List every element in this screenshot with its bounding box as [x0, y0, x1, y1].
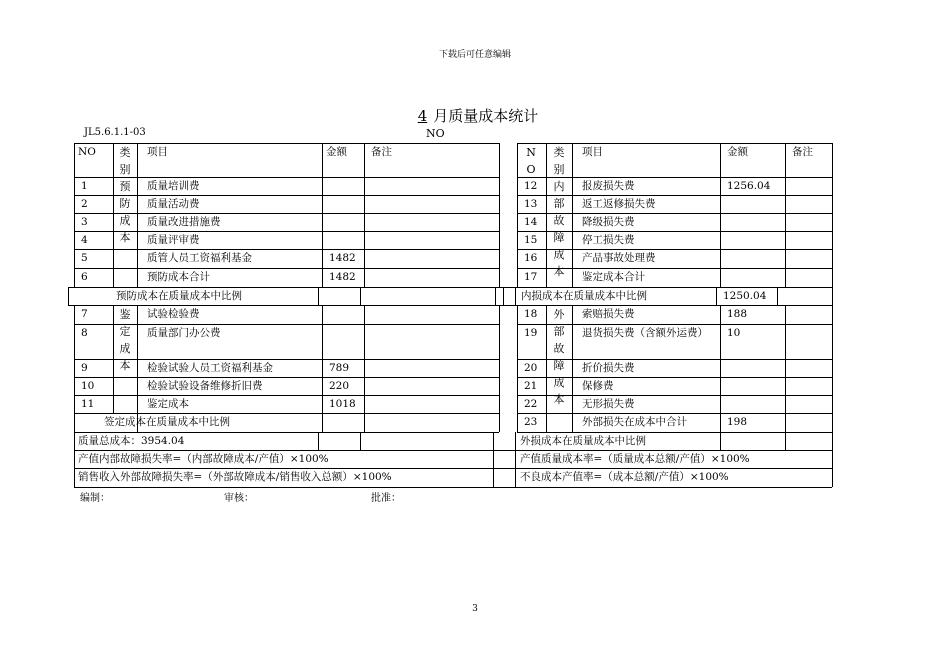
left-row-no: 7	[81, 308, 88, 320]
left-row-amount	[325, 195, 363, 213]
quality-cost-rate: 产值质量成本率=（质量成本总额/产值）×100%	[520, 453, 750, 465]
table-grid-line	[503, 287, 504, 305]
left-row-no: 5	[81, 252, 88, 264]
table-grid-line	[318, 432, 319, 450]
left-row-amount	[325, 231, 363, 249]
left-row-no: 3	[81, 216, 88, 228]
table-grid-line	[546, 305, 547, 432]
left-row-amount	[325, 305, 363, 323]
table-grid-line	[493, 432, 494, 487]
table-grid-line	[499, 143, 500, 287]
table-grid-line	[777, 287, 778, 305]
reviewer-label: 审核：	[224, 493, 254, 504]
right-row-no: 16	[524, 252, 538, 264]
internal-ratio-value: 1250.04	[723, 290, 767, 302]
left-row-no: 10	[81, 380, 95, 392]
internal-failure-rate: 产值内部故障损失率=（内部故障成本/产值）×100%	[78, 453, 329, 465]
left-row-no: 2	[81, 198, 88, 210]
table-grid-line	[318, 287, 319, 305]
right-row-no: 22	[524, 398, 538, 410]
right-row-amount: 10	[727, 327, 741, 339]
right-row-amount	[723, 268, 784, 286]
left-row-no: 8	[81, 327, 88, 339]
right-row-amount: 198	[727, 416, 748, 428]
appraisal-ratio-label: 签定成本在质量成本中比例	[104, 416, 230, 428]
page-number: 3	[472, 604, 478, 614]
right-row-item: 降级损失费	[582, 216, 635, 228]
left-row-item: 质量部门办公费	[147, 327, 221, 339]
right-row-item: 无形损失费	[582, 398, 635, 410]
left-row-item: 质量活动费	[147, 198, 200, 210]
table-grid-line	[832, 432, 833, 487]
table-grid-line	[517, 305, 518, 432]
external-ratio-label: 外损成本在质量成本中比例	[520, 435, 646, 447]
left-row-item: 预防成本合计	[147, 271, 210, 283]
left-row-no: 6	[81, 271, 88, 283]
prevention-ratio-label: 预防成本在质量成本中比例	[116, 290, 242, 302]
title-month: 4	[417, 107, 428, 125]
right-row-no: 17	[524, 271, 538, 283]
defect-cost-rate: 不良成本产值率=（成本总额/产值）×100%	[520, 471, 729, 483]
external-failure-rate: 销售收入外部故障损失率=（外部故障成本/销售收入总额）×100%	[78, 471, 392, 483]
header-category-right: 类别	[553, 146, 565, 176]
table-grid-line	[68, 287, 69, 305]
left-row-amount: 1018	[329, 398, 356, 410]
table-grid-line	[720, 432, 721, 450]
left-row-amount: 1482	[329, 252, 356, 264]
table-grid-line	[572, 143, 573, 287]
left-row-no: 4	[81, 234, 88, 246]
table-grid-line	[832, 287, 833, 305]
right-row-item: 鉴定成本合计	[582, 271, 645, 283]
left-row-amount	[325, 324, 363, 342]
right-row-no: 14	[524, 216, 538, 228]
left-row-no: 11	[81, 398, 95, 410]
table-grid-line	[364, 305, 365, 432]
approver-label: 批准：	[371, 493, 401, 504]
left-row-item: 质管人员工资福利基金	[147, 252, 252, 264]
left-row-amount: 789	[329, 362, 350, 374]
right-row-amount	[723, 231, 784, 249]
category-prevention: 预防成本	[119, 180, 131, 244]
doc-no-label: NO	[426, 127, 445, 140]
header-amount: 金额	[326, 146, 347, 158]
header-no-right-2: O	[526, 163, 536, 176]
left-row-amount	[325, 177, 363, 195]
right-row-item: 退货损失费（含额外运费）	[582, 327, 708, 339]
left-row-item: 质量改进措施费	[147, 216, 221, 228]
right-row-no: 21	[524, 380, 538, 392]
table-grid-line	[720, 305, 721, 432]
header-item: 项目	[147, 146, 168, 158]
title-text: 月质量成本统计	[433, 107, 539, 125]
table-grid-line	[360, 287, 361, 305]
right-row-item: 停工损失费	[582, 234, 635, 246]
table-grid-line	[832, 143, 833, 287]
total-quality-cost: 质量总成本：3954.04	[78, 435, 185, 447]
left-row-item: 试验检验费	[147, 308, 200, 320]
right-row-item: 保修费	[582, 380, 614, 392]
right-row-item: 报废损失费	[582, 180, 635, 192]
table-grid-line	[572, 305, 573, 432]
page-title	[0, 105, 950, 126]
right-row-amount: 1256.04	[727, 180, 771, 192]
table-grid-line	[785, 143, 786, 287]
header-amount-right: 金额	[727, 146, 748, 158]
header-item-right: 项目	[582, 146, 603, 158]
table-grid-line	[515, 287, 516, 305]
right-row-no: 15	[524, 234, 538, 246]
header-remark-right: 备注	[792, 146, 813, 158]
table-grid-line	[785, 305, 786, 432]
left-row-item: 质量培训费	[147, 180, 200, 192]
right-row-amount	[723, 377, 784, 395]
table-grid-line	[546, 143, 547, 287]
category-internal: 内部故障成本	[553, 180, 565, 278]
table-grid-line	[720, 143, 721, 287]
header-remark: 备注	[371, 146, 392, 158]
table-grid-line	[832, 305, 833, 432]
table-grid-line	[495, 287, 496, 305]
table-grid-line	[113, 143, 114, 287]
right-row-no: 20	[524, 362, 538, 374]
table-grid-line	[74, 143, 75, 287]
right-row-amount	[723, 359, 784, 377]
header-note: 下载后可任意编辑	[438, 50, 511, 60]
right-row-item: 折价损失费	[582, 362, 635, 374]
right-row-no: 12	[524, 180, 538, 192]
table-grid-line	[360, 432, 361, 450]
header-category: 类别	[119, 146, 131, 176]
right-row-no: 23	[524, 416, 538, 428]
table-grid-line	[364, 143, 365, 287]
table-grid-line	[74, 305, 75, 432]
left-row-no: 9	[81, 362, 88, 374]
table-grid-line	[517, 143, 518, 287]
editor-label: 编制：	[80, 493, 110, 504]
table-grid-line	[113, 305, 114, 413]
header-no-right-1: N	[526, 146, 536, 159]
table-grid-line	[499, 305, 500, 432]
right-row-amount: 188	[727, 308, 748, 320]
category-appraisal: 鉴定成本	[119, 308, 131, 372]
left-row-item: 检验试验人员工资福利基金	[147, 362, 273, 374]
right-row-item: 返工返修损失费	[582, 198, 656, 210]
left-row-item: 鉴定成本	[147, 398, 189, 410]
doc-code: JL5.6.1.1-03	[84, 127, 146, 138]
right-row-item: 产品事故处理费	[582, 252, 656, 264]
left-row-amount: 220	[329, 380, 350, 392]
left-row-amount: 1482	[329, 271, 356, 283]
right-row-amount	[723, 249, 784, 267]
internal-ratio-label: 内损成本在质量成本中比例	[521, 290, 647, 302]
table-grid-line	[74, 487, 832, 488]
right-row-item: 外部损失在成本中合计	[582, 416, 687, 428]
right-row-amount	[723, 195, 784, 213]
right-row-item: 索赔损失费	[582, 308, 635, 320]
header-no: NO	[78, 146, 96, 158]
table-grid-line	[785, 432, 786, 450]
right-row-no: 13	[524, 198, 538, 210]
right-row-amount	[723, 213, 784, 231]
right-row-no: 18	[524, 308, 538, 320]
left-row-item: 质量评审费	[147, 234, 200, 246]
table-grid-line	[322, 143, 323, 287]
table-grid-line	[322, 305, 323, 432]
right-row-no: 19	[524, 327, 538, 339]
table-grid-line	[137, 143, 138, 287]
left-row-amount	[325, 213, 363, 231]
category-external: 外部故障成本	[553, 308, 565, 406]
left-row-no: 1	[81, 180, 88, 192]
left-row-item: 检验试验设备维修折旧费	[147, 380, 263, 392]
right-row-amount	[723, 395, 784, 413]
